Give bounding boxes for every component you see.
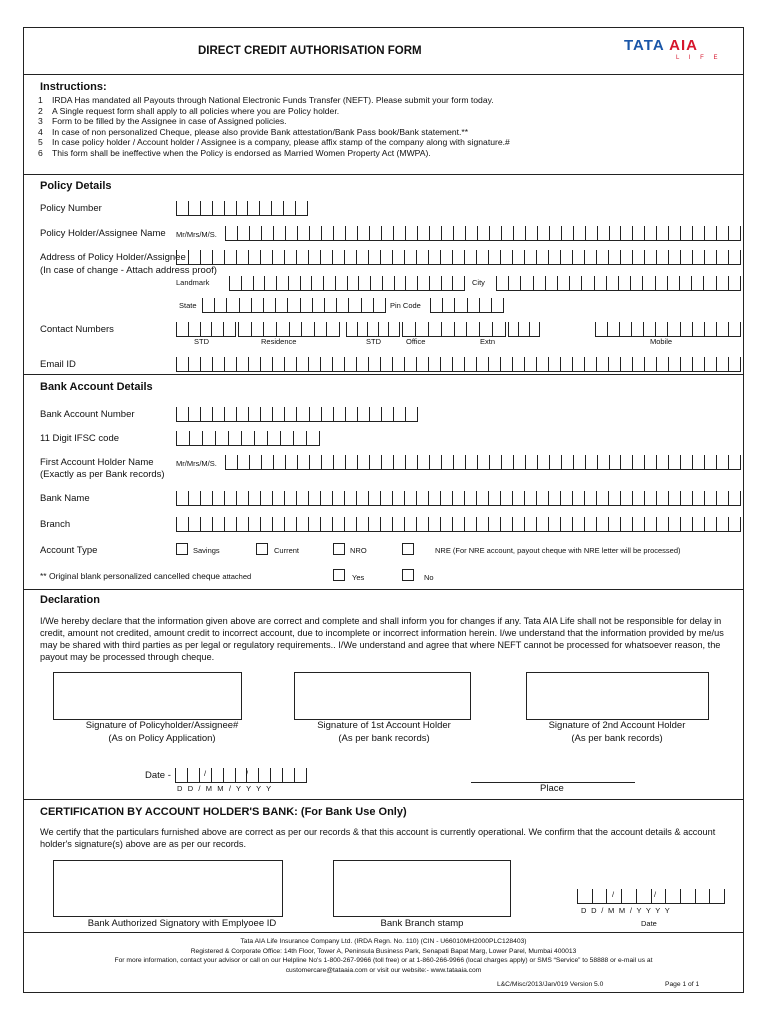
pin-code-input[interactable]: [430, 298, 504, 313]
footer-contact-line: For more information, contact your advisor or call on our Helpline No's 1-800-267-9966 (toll free) or at 1-860-266-9966 (local charges apply) or SMS “Service” to 58888 or e-mail us at: [114, 957, 653, 965]
instruction-item: 3 Form to be filled by the Assignee in case of Assigned policies.: [38, 116, 287, 127]
second-holder-signature-box[interactable]: [526, 672, 709, 720]
cheque-no-checkbox[interactable]: [402, 569, 414, 581]
date-separator: /: [246, 769, 249, 778]
city-input[interactable]: [496, 276, 741, 291]
first-holder-input[interactable]: [225, 455, 741, 470]
sig3-note: (As per bank records): [571, 733, 663, 744]
cheque-label-text: ** Original blank personalized cancelled cheque: [40, 571, 221, 581]
declaration-heading: Declaration: [40, 594, 100, 606]
logo-tata-text: TATA: [624, 37, 665, 54]
cheque-label: [40, 571, 251, 581]
account-number-input[interactable]: [176, 407, 418, 422]
instruction-item: 2 A Single request form shall apply to all policies where you are Policy holder.: [38, 105, 340, 116]
account-number-label: Bank Account Number: [40, 409, 135, 420]
savings-label: Savings: [193, 546, 220, 555]
savings-checkbox[interactable]: [176, 543, 188, 555]
address-note: (In case of change - Attach address proof): [40, 265, 217, 276]
sig1-caption: Signature of Policyholder/Assignee#: [85, 720, 239, 731]
pin-code-label: Pin Code: [390, 301, 421, 310]
instructions-list: [38, 95, 510, 159]
date-separator: /: [612, 890, 615, 899]
footer-address-line: Registered & Corporate Office: 14th Floor, Tower A, Peninsula Business Park, Senapati Bapat Marg, Lower Parel, Mumbai 400013: [190, 947, 577, 955]
declaration-text: I/We hereby declare that the information given above are correct and complete and shall inform you for changes if any. Tata AIA Life shall not be responsible for delay in credit, amount not credited, amount credit to incorrect account, due to incomplete or incorrect information herein. I/we understand that the information provided by me/us may be shared with third parties as per legal or regulatory requirements.. I/We understand and agree that where NEFT cannot be processed for whatsoever reason, the payout may be processed through cheque.: [40, 616, 724, 662]
state-input[interactable]: [202, 298, 386, 313]
cheque-yes-checkbox[interactable]: [333, 569, 345, 581]
mobile-input[interactable]: [595, 322, 741, 337]
branch-input[interactable]: [176, 517, 741, 532]
address-label: Address of Policy Holder/Assignee: [40, 252, 186, 263]
bank-stamp-caption: Bank Branch stamp: [380, 918, 464, 929]
landmark-label: Landmark: [176, 278, 210, 287]
logo-aia-text: AIA: [669, 37, 698, 54]
divider: [24, 74, 743, 75]
salutation-label: Mr/Mrs/M/S.: [176, 230, 217, 239]
bank-date-input[interactable]: [577, 889, 725, 904]
office-caption: Office: [406, 337, 426, 346]
office-number-input[interactable]: [402, 322, 506, 337]
holder-name-label: Policy Holder/Assignee Name: [40, 228, 166, 239]
nre-label: NRE (For NRE account, payout cheque with NRE letter will be processed): [435, 546, 681, 555]
landmark-input[interactable]: [229, 276, 465, 291]
bank-signatory-box[interactable]: [53, 860, 283, 917]
bank-date-format: D D / M M / Y Y Y Y: [581, 906, 672, 915]
contact-numbers-label: Contact Numbers: [40, 324, 114, 335]
credit-authorisation-form: [23, 27, 744, 993]
sig2-note: (As per bank records): [338, 733, 430, 744]
branch-label: Branch: [40, 519, 71, 530]
footer: [24, 937, 743, 975]
place-label: Place: [540, 783, 564, 794]
extn-caption: Extn: [480, 337, 496, 346]
divider: [24, 374, 743, 375]
form-title: DIRECT CREDIT AUTHORISATION FORM: [198, 45, 422, 57]
first-holder-note: (Exactly as per Bank records): [40, 469, 165, 480]
account-type-label: Account Type: [40, 545, 98, 556]
residence-number-input[interactable]: [238, 322, 340, 337]
declaration-date-format: D D / M M / Y Y Y Y: [177, 784, 273, 793]
instruction-item: 4 In case of non personalized Cheque, please also provide Bank attestation/Bank Pass book/Bank statement.**: [38, 126, 469, 137]
logo-life-text: L I F E: [676, 55, 722, 61]
yes-label: Yes: [352, 573, 365, 582]
extension-input[interactable]: [508, 322, 540, 337]
policy-number-input[interactable]: [176, 201, 308, 216]
footer-website-line: customercare@tataaia.com or visit our website:- www.tataaia.com: [285, 966, 482, 974]
city-label: City: [472, 278, 485, 287]
divider: [24, 589, 743, 590]
nro-label: NRO: [350, 546, 367, 555]
ifsc-input[interactable]: [176, 431, 320, 446]
email-input[interactable]: [176, 357, 741, 372]
divider: [24, 932, 743, 933]
address-line1-input[interactable]: [176, 250, 741, 265]
policyholder-signature-box[interactable]: [53, 672, 242, 720]
sig3-caption: Signature of 2nd Account Holder: [548, 720, 686, 731]
footer-company-line: Tata AIA Life Insurance Company Ltd. (IRDA Regn. No. 110) (CIN - U66010MH2000PLC128403): [240, 938, 527, 945]
instruction-item: 1 IRDA Has mandated all Payouts through National Electronic Funds Transfer (NEFT). Please submit your form today.: [38, 95, 494, 105]
bank-stamp-box[interactable]: [333, 860, 511, 917]
sig1-note: (As on Policy Application): [108, 733, 216, 744]
footer-page: Page 1 of 1: [665, 981, 700, 988]
nre-checkbox[interactable]: [402, 543, 414, 555]
first-holder-signature-box[interactable]: [294, 672, 471, 720]
bank-signatory-caption: Bank Authorized Signatory with Emplyoee ID: [87, 918, 277, 929]
divider: [24, 174, 743, 175]
first-holder-label: First Account Holder Name: [40, 457, 154, 468]
std-residence-caption: STD: [194, 337, 209, 346]
instruction-item: 6 This form shall be ineffective when the Policy is endorsed as Married Women Property Act (MWPA).: [38, 147, 431, 158]
ifsc-label: 11 Digit IFSC code: [40, 433, 120, 444]
instructions-heading: Instructions:: [40, 81, 107, 93]
certification-text: We certify that the particulars furnished above are correct as per our records & that this account is currently operational. We confirm that the account details & account holder's signature(s) above are as per our records.: [40, 827, 716, 849]
date-separator: /: [654, 890, 657, 899]
bank-details-heading: Bank Account Details: [40, 381, 153, 393]
policy-details-heading: Policy Details: [40, 180, 112, 192]
current-checkbox[interactable]: [256, 543, 268, 555]
state-label: State: [179, 301, 197, 310]
current-label: Current: [274, 546, 300, 555]
std-residence-input[interactable]: [176, 322, 236, 337]
date-separator: /: [204, 769, 207, 778]
bank-date-label: Date: [641, 919, 657, 928]
mobile-caption: Mobile: [650, 337, 673, 346]
std-office-caption: STD: [366, 337, 381, 346]
first-holder-salutation: Mr/Mrs/M/S.: [176, 459, 217, 468]
residence-caption: Residence: [261, 337, 297, 346]
certification-heading: CERTIFICATION BY ACCOUNT HOLDER'S BANK: (For Bank Use Only): [40, 806, 407, 818]
email-label: Email ID: [40, 359, 76, 370]
declaration-date-label: Date -: [145, 770, 171, 781]
bank-name-input[interactable]: [176, 491, 741, 506]
no-label: No: [424, 573, 434, 582]
std-office-input[interactable]: [346, 322, 400, 337]
bank-name-label: Bank Name: [40, 493, 90, 504]
sig2-caption: Signature of 1st Account Holder: [317, 720, 451, 731]
tata-aia-logo: [624, 37, 698, 55]
attached-label: attached: [222, 572, 252, 581]
declaration-date-input[interactable]: [175, 768, 307, 783]
divider: [24, 799, 743, 800]
policy-number-label: Policy Number: [40, 203, 102, 214]
nro-checkbox[interactable]: [333, 543, 345, 555]
holder-name-input[interactable]: [225, 226, 741, 241]
footer-version: L&C/Misc/2013/Jan/019 Version 5.0: [497, 981, 604, 988]
instruction-item: 5 In case policy holder / Account holder / Assignee is a company, please affix stamp of the company along with signature.#: [38, 137, 510, 148]
